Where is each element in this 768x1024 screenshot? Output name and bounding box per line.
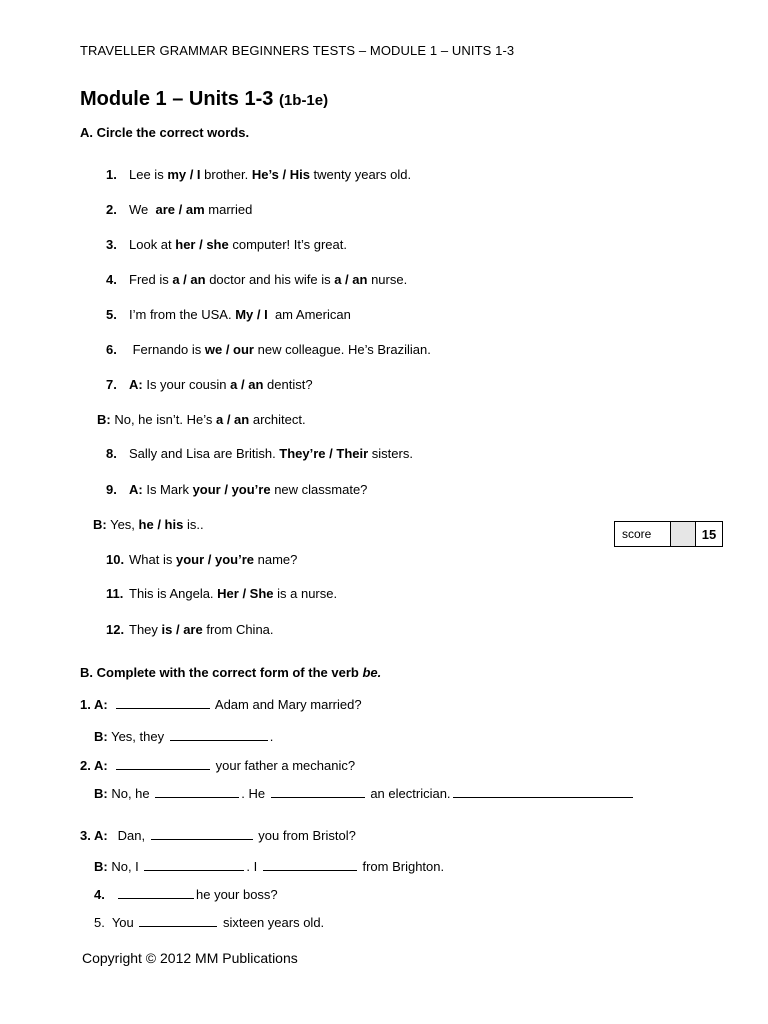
section-a-heading: A. Circle the correct words. [80,125,250,140]
item-number: 11. [106,586,124,601]
item-label: 5. [94,915,105,930]
list-item [106,446,413,461]
section-b-heading [80,665,381,680]
list-item [80,756,355,773]
item-text: am American [267,307,351,322]
item-label: 4. [94,887,105,902]
answer-blank[interactable] [116,756,210,770]
section-b-heading-text: B. Complete with the correct form of the verb [80,665,363,680]
item-text: Yes, [106,517,139,532]
score-label: score [615,522,671,547]
answer-blank[interactable] [263,857,357,871]
item-text: Is Mark [142,482,193,497]
item-text: Sally and Lisa are British. [129,446,280,461]
item-label: 3. A: [80,828,108,843]
item-number: 6. [106,342,117,357]
item-number: 7. [106,377,117,392]
copyright-footer: Copyright © 2012 MM Publications [82,950,298,966]
speaker-label: A: [129,482,143,497]
item-text: nurse. [367,272,408,287]
item-text: an electrician. [366,786,451,801]
item-text: Adam and Mary married? [212,697,362,712]
answer-blank[interactable] [144,857,244,871]
list-item [106,586,337,601]
item-text: . He [241,786,269,801]
item-number: 2. [106,202,117,217]
choice-option[interactable]: is / are [161,622,203,637]
list-item [106,377,313,392]
item-text: Look at [129,237,176,252]
speaker-label: B: [97,412,111,427]
speaker-label: A: [129,377,143,392]
item-text: architect. [249,412,306,427]
item-text: We [129,202,156,217]
item-label: 2. A: [80,758,108,773]
list-item [106,622,274,637]
list-item [106,202,252,217]
choice-option[interactable]: My / I [235,307,268,322]
item-text: brother. [200,167,252,182]
choice-option[interactable]: my / I [167,167,201,182]
item-text: doctor and his wife is [205,272,335,287]
choice-option[interactable]: a / an [172,272,206,287]
item-text: he your boss? [196,887,278,902]
item-text: They [129,622,162,637]
page-title [80,88,328,111]
answer-blank[interactable] [271,784,365,798]
item-text: married [204,202,253,217]
score-box [614,521,723,547]
item-text: This is Angela. [129,586,218,601]
list-item [94,885,278,902]
item-text: sisters. [368,446,413,461]
list-item [106,342,431,357]
item-text: Lee is [129,167,168,182]
score-total: 15 [696,522,723,547]
choice-option[interactable]: your / you’re [175,552,254,567]
item-number: 1. [106,167,117,182]
page-title-sub: (1b-1e) [278,92,329,109]
item-text: What is [129,552,176,567]
answer-blank[interactable] [151,826,253,840]
item-text: name? [254,552,298,567]
choice-option[interactable]: a / an [334,272,368,287]
choice-option[interactable]: her / she [175,237,229,252]
item-text: Dan, [114,828,149,843]
item-label: 1. A: [80,697,108,712]
answer-blank[interactable] [170,727,268,741]
item-number: 8. [106,446,117,461]
answer-blank[interactable] [118,885,194,899]
item-text: is.. [183,517,204,532]
item-text: No, he [107,786,154,801]
item-label: B: [94,859,108,874]
choice-option[interactable]: a / an [215,412,250,427]
item-number: 5. [106,307,117,322]
running-header: TRAVELLER GRAMMAR BEGINNERS TESTS – MODULE 1 – UNITS 1-3 [80,43,515,58]
choice-option[interactable]: are / am [155,202,205,217]
item-text: Fernando is [129,342,205,357]
item-label: B: [94,786,108,801]
answer-blank[interactable] [116,695,210,709]
item-text: from Brighton. [358,859,445,874]
item-text: twenty years old. [309,167,412,182]
item-number: 4. [106,272,117,287]
list-item [94,727,273,744]
item-text: No, I [107,859,143,874]
section-b-heading-verb: be. [362,665,382,680]
item-text: is a nurse. [273,586,338,601]
speaker-label: B: [93,517,107,532]
item-text: Yes, they [107,729,168,744]
item-text: from China. [202,622,274,637]
item-number: 9. [106,482,117,497]
answer-blank[interactable] [139,913,217,927]
item-number: 12. [106,622,125,637]
item-text: dentist? [263,377,313,392]
item-text: new classmate? [270,482,368,497]
list-item [106,482,367,497]
choice-option[interactable]: He’s / His [251,167,310,182]
item-number: 10. [106,552,125,567]
item-text: your father a mechanic? [212,758,356,773]
list-item [106,237,347,252]
choice-option[interactable]: They’re / Their [279,446,369,461]
item-text: you from Bristol? [254,828,356,843]
item-text: I’m from the USA. [129,307,236,322]
list-item [106,272,407,287]
item-text: new colleague. He’s Brazilian. [254,342,431,357]
list-item [106,552,297,567]
list-item [80,695,362,712]
item-text: . [269,729,274,744]
item-text: You [104,915,138,930]
choice-option[interactable]: a / an [230,377,264,392]
answer-blank[interactable] [155,784,239,798]
item-text: Is your cousin [142,377,231,392]
item-text: computer! It’s great. [228,237,347,252]
choice-option[interactable]: he / his [138,517,184,532]
item-text: sixteen years old. [219,915,325,930]
list-item [97,412,306,427]
list-item [106,167,411,182]
list-item [94,857,444,874]
item-text: No, he isn’t. He’s [110,412,216,427]
item-text: . I [246,859,261,874]
item-number: 3. [106,237,117,252]
choice-option[interactable]: we / our [204,342,254,357]
choice-option[interactable]: Her / She [217,586,274,601]
answer-blank[interactable] [453,784,633,798]
list-item [94,784,635,801]
choice-option[interactable]: your / you’re [192,482,271,497]
list-item [93,517,204,532]
list-item [106,307,351,322]
item-text: Fred is [129,272,173,287]
list-item [94,913,324,930]
score-field[interactable] [671,522,696,547]
page-title-main: Module 1 – Units 1-3 [80,88,274,110]
item-label: B: [94,729,108,744]
list-item [80,826,356,843]
